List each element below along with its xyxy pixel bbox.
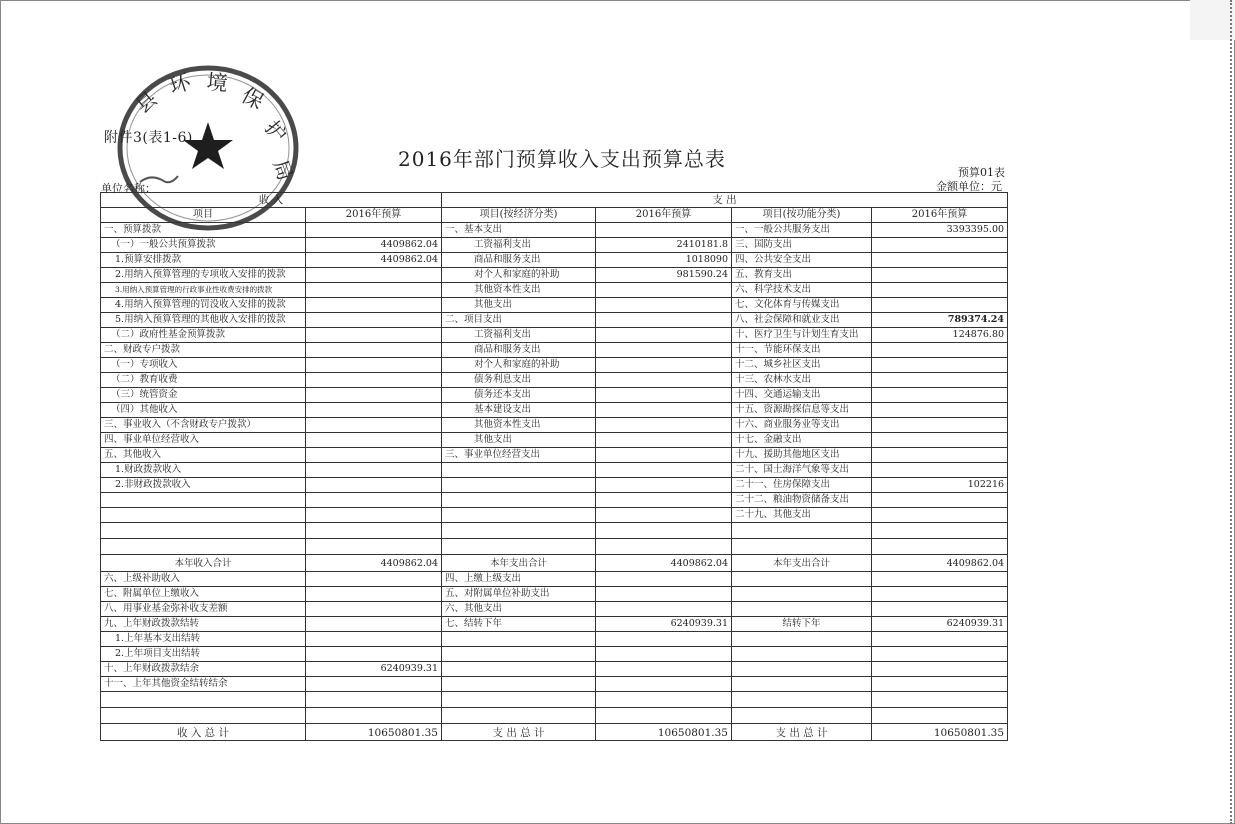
table-cell: 结转下年: [732, 617, 872, 632]
table-cell: [306, 493, 442, 508]
table-cell: [306, 572, 442, 587]
table-cell: [442, 708, 596, 724]
table-cell: [306, 647, 442, 662]
table-cell: [306, 508, 442, 523]
table-cell: 3.用纳入预算管理的行政事业性收费安排的拨款: [101, 283, 306, 298]
table-cell: [596, 328, 732, 343]
table-cell: 工资福利支出: [442, 238, 596, 253]
table-cell: [442, 677, 596, 692]
table-cell: [732, 523, 872, 539]
table-cell: [596, 343, 732, 358]
table-cell: [596, 662, 732, 677]
table-cell: [596, 418, 732, 433]
table-cell: [306, 313, 442, 328]
svg-text:境: 境: [205, 70, 229, 96]
table-cell: [732, 632, 872, 647]
table-cell: 4409862.04: [872, 555, 1008, 572]
svg-text:环: 环: [166, 69, 194, 99]
table-row: [101, 448, 1008, 463]
table-cell: [596, 283, 732, 298]
table-cell: 2410181.8: [596, 238, 732, 253]
col-header: 2016年预算: [872, 208, 1008, 223]
table-cell: 本年支出合计: [442, 555, 596, 572]
col-header: 项目(按功能分类): [732, 208, 872, 223]
table-cell: [306, 268, 442, 283]
table-cell: [442, 493, 596, 508]
table-cell: [101, 523, 306, 539]
table-cell: [306, 587, 442, 602]
table-cell: 十二、城乡社区支出: [732, 358, 872, 373]
page-fold: [1190, 0, 1235, 40]
table-row: [101, 677, 1008, 692]
table-cell: [306, 692, 442, 708]
table-cell: [872, 493, 1008, 508]
table-row: [101, 418, 1008, 433]
table-cell: 一、一般公共服务支出: [732, 223, 872, 238]
svg-text:护: 护: [260, 115, 292, 147]
table-cell: [872, 647, 1008, 662]
table-cell: 其他支出: [442, 298, 596, 313]
table-cell: [442, 463, 596, 478]
table-cell: [442, 478, 596, 493]
table-cell: [872, 448, 1008, 463]
table-cell: 七、结转下年: [442, 617, 596, 632]
table-cell: [872, 358, 1008, 373]
table-row: [101, 632, 1008, 647]
table-cell: 4409862.04: [306, 238, 442, 253]
table-cell: [732, 587, 872, 602]
table-cell: [596, 677, 732, 692]
table-cell: [596, 572, 732, 587]
table-cell: [306, 373, 442, 388]
table-cell: 981590.24: [596, 268, 732, 283]
table-cell: [101, 708, 306, 724]
table-row: [101, 617, 1008, 632]
table-cell: [872, 602, 1008, 617]
section-expense: 支 出: [442, 193, 1008, 208]
col-header: 项目: [101, 208, 306, 223]
table-cell: [306, 632, 442, 647]
table-cell: [442, 508, 596, 523]
svg-text:县: 县: [130, 86, 162, 118]
table-cell: [596, 632, 732, 647]
table-cell: 2.非财政拨款收入: [101, 478, 306, 493]
table-row: [101, 508, 1008, 523]
table-cell: 二十二、粮油物资储备支出: [732, 493, 872, 508]
section-income: 收 入: [101, 193, 442, 208]
table-row: [101, 358, 1008, 373]
table-cell: [306, 358, 442, 373]
table-cell: [306, 343, 442, 358]
table-cell: [596, 508, 732, 523]
table-cell: 五、其他收入: [101, 448, 306, 463]
table-cell: [872, 523, 1008, 539]
col-header: 2016年预算: [596, 208, 732, 223]
table-cell: 三、国防支出: [732, 238, 872, 253]
table-cell: [872, 508, 1008, 523]
table-cell: [306, 223, 442, 238]
table-cell: 其他资本性支出: [442, 283, 596, 298]
table-cell: 七、附属单位上缴收入: [101, 587, 306, 602]
table-cell: 1.财政拨款收入: [101, 463, 306, 478]
table-cell: （四）其他收入: [101, 403, 306, 418]
table-cell: 十一、上年其他资金结转结余: [101, 677, 306, 692]
table-cell: 6240939.31: [596, 617, 732, 632]
table-cell: [596, 478, 732, 493]
table-cell: 六、其他支出: [442, 602, 596, 617]
table-cell: [442, 632, 596, 647]
table-cell: [101, 508, 306, 523]
unit-name-label: 单位名称：: [101, 182, 156, 195]
table-cell: 三、事业单位经营支出: [442, 448, 596, 463]
form-number: 预算01表: [958, 166, 1005, 179]
table-row: [101, 662, 1008, 677]
table-cell: [872, 253, 1008, 268]
table-row: [101, 223, 1008, 238]
table-cell: 八、用事业基金弥补收支差额: [101, 602, 306, 617]
table-cell: 3393395.00: [872, 223, 1008, 238]
col-header: 2016年预算: [306, 208, 442, 223]
table-cell: [872, 388, 1008, 403]
table-cell: [596, 493, 732, 508]
table-row: [101, 478, 1008, 493]
table-cell: 支 出 总 计: [732, 724, 872, 741]
subtotal-row: [101, 555, 1008, 572]
table-row: [101, 403, 1008, 418]
table-row: [101, 602, 1008, 617]
table-row: [101, 463, 1008, 478]
table-cell: [872, 283, 1008, 298]
table-cell: 二十九、其他支出: [732, 508, 872, 523]
table-cell: 工资福利支出: [442, 328, 596, 343]
table-cell: 债务还本支出: [442, 388, 596, 403]
table-row: [101, 647, 1008, 662]
table-row: [101, 572, 1008, 587]
svg-text:局: 局: [268, 156, 298, 184]
table-cell: [732, 677, 872, 692]
table-cell: [732, 602, 872, 617]
table-cell: [596, 708, 732, 724]
table-cell: 商品和服务支出: [442, 253, 596, 268]
blank-row: [101, 692, 1008, 708]
table-row: [101, 343, 1008, 358]
table-cell: [306, 403, 442, 418]
table-cell: 商品和服务支出: [442, 343, 596, 358]
table-cell: [442, 692, 596, 708]
table-cell: 二、项目支出: [442, 313, 596, 328]
table-cell: [872, 587, 1008, 602]
table-cell: [306, 418, 442, 433]
table-cell: 收 入 总 计: [101, 724, 306, 741]
table-row: [101, 298, 1008, 313]
table-cell: [596, 539, 732, 555]
table-cell: [872, 403, 1008, 418]
table-cell: [872, 343, 1008, 358]
table-cell: [306, 617, 442, 632]
table-cell: 对个人和家庭的补助: [442, 358, 596, 373]
attachment-label: 附件3(表1-6): [104, 130, 193, 146]
table-cell: 基本建设支出: [442, 403, 596, 418]
table-cell: [872, 298, 1008, 313]
table-cell: 2.用纳入预算管理的专项收入安排的拨款: [101, 268, 306, 283]
table-cell: 二、财政专户拨款: [101, 343, 306, 358]
table-cell: （三）统管资金: [101, 388, 306, 403]
table-cell: [101, 493, 306, 508]
grand-total-row: [101, 724, 1008, 741]
table-cell: 102216: [872, 478, 1008, 493]
section-header-row: [101, 193, 1008, 208]
table-cell: 4.用纳入预算管理的罚没收入安排的拨款: [101, 298, 306, 313]
table-cell: [596, 448, 732, 463]
table-cell: 十七、金融支出: [732, 433, 872, 448]
table-cell: 本年收入合计: [101, 555, 306, 572]
table-cell: [596, 373, 732, 388]
table-cell: 六、科学技术支出: [732, 283, 872, 298]
table-cell: 其他资本性支出: [442, 418, 596, 433]
table-cell: [872, 268, 1008, 283]
table-row: [101, 373, 1008, 388]
table-cell: （一）专项收入: [101, 358, 306, 373]
table-cell: [732, 692, 872, 708]
table-cell: [306, 448, 442, 463]
table-cell: [306, 539, 442, 555]
table-cell: [872, 632, 1008, 647]
table-cell: 1.上年基本支出结转: [101, 632, 306, 647]
table-cell: [596, 223, 732, 238]
table-cell: 4409862.04: [306, 555, 442, 572]
blank-row: [101, 523, 1008, 539]
table-cell: [596, 692, 732, 708]
table-cell: 对个人和家庭的补助: [442, 268, 596, 283]
table-cell: 5.用纳入预算管理的其他收入安排的拨款: [101, 313, 306, 328]
table-cell: 十五、资源勘探信息等支出: [732, 403, 872, 418]
table-cell: [872, 572, 1008, 587]
table-cell: [101, 539, 306, 555]
table-cell: [872, 238, 1008, 253]
table-cell: 6240939.31: [306, 662, 442, 677]
table-row: [101, 493, 1008, 508]
table-cell: [872, 418, 1008, 433]
table-cell: 2.上年项目支出结转: [101, 647, 306, 662]
table-cell: [732, 647, 872, 662]
table-cell: [872, 662, 1008, 677]
col-header: 项目(按经济分类): [442, 208, 596, 223]
table-cell: 十、医疗卫生与计划生育支出: [732, 328, 872, 343]
table-cell: [596, 602, 732, 617]
table-cell: [306, 298, 442, 313]
table-cell: [442, 539, 596, 555]
table-cell: 10650801.35: [872, 724, 1008, 741]
table-cell: 十一、节能环保支出: [732, 343, 872, 358]
table-row: [101, 283, 1008, 298]
table-cell: [306, 463, 442, 478]
table-cell: [596, 313, 732, 328]
table-cell: [872, 373, 1008, 388]
table-cell: [442, 523, 596, 539]
table-cell: 八、社会保障和就业支出: [732, 313, 872, 328]
table-cell: [872, 463, 1008, 478]
table-cell: 一、预算拨款: [101, 223, 306, 238]
table-cell: 四、公共安全支出: [732, 253, 872, 268]
table-cell: [732, 708, 872, 724]
table-cell: [872, 692, 1008, 708]
table-cell: （一）一般公共预算拨款: [101, 238, 306, 253]
table-cell: 十四、交通运输支出: [732, 388, 872, 403]
table-cell: 本年支出合计: [732, 555, 872, 572]
table-cell: 6240939.31: [872, 617, 1008, 632]
table-cell: 七、文化体育与传媒支出: [732, 298, 872, 313]
table-cell: [442, 647, 596, 662]
table-cell: 债务利息支出: [442, 373, 596, 388]
perforation-edge: [1230, 0, 1232, 824]
table-cell: [872, 677, 1008, 692]
table-cell: [872, 433, 1008, 448]
table-cell: [306, 388, 442, 403]
table-cell: [306, 602, 442, 617]
table-cell: [596, 358, 732, 373]
page-title: 2016年部门预算收入支出预算总表: [398, 147, 726, 171]
table-cell: 789374.24: [872, 313, 1008, 328]
table-row: [101, 433, 1008, 448]
table-cell: 二十、国土海洋气象等支出: [732, 463, 872, 478]
table-row: [101, 587, 1008, 602]
table-row: [101, 253, 1008, 268]
table-cell: 十九、援助其他地区支出: [732, 448, 872, 463]
table-cell: 三、事业收入（不含财政专户拨款）: [101, 418, 306, 433]
table-row: [101, 313, 1008, 328]
table-cell: 四、上缴上级支出: [442, 572, 596, 587]
table-cell: [596, 523, 732, 539]
table-cell: [306, 677, 442, 692]
table-cell: 十、上年财政拨款结余: [101, 662, 306, 677]
table-row: [101, 388, 1008, 403]
table-cell: [101, 692, 306, 708]
table-cell: [596, 403, 732, 418]
table-cell: 五、对附属单位补助支出: [442, 587, 596, 602]
table-cell: 十六、商业服务业等支出: [732, 418, 872, 433]
table-cell: 124876.80: [872, 328, 1008, 343]
amount-unit: 金额单位：元: [936, 180, 1002, 193]
table-cell: [306, 523, 442, 539]
table-cell: 其他支出: [442, 433, 596, 448]
blank-row: [101, 539, 1008, 555]
table-cell: 支 出 总 计: [442, 724, 596, 741]
table-cell: 五、教育支出: [732, 268, 872, 283]
table-cell: 二十一、住房保障支出: [732, 478, 872, 493]
table-cell: 4409862.04: [596, 555, 732, 572]
table-row: [101, 328, 1008, 343]
table-cell: [596, 298, 732, 313]
table-cell: [596, 647, 732, 662]
table-cell: [872, 539, 1008, 555]
table-cell: 九、上年财政拨款结转: [101, 617, 306, 632]
table-cell: [596, 433, 732, 448]
svg-text:保: 保: [237, 83, 268, 115]
table-row: [101, 238, 1008, 253]
table-cell: 4409862.04: [306, 253, 442, 268]
table-cell: 十三、农林水支出: [732, 373, 872, 388]
table-cell: [596, 587, 732, 602]
table-cell: 1.预算安排拨款: [101, 253, 306, 268]
column-header-row: [101, 208, 1008, 223]
table-cell: [732, 572, 872, 587]
table-cell: 一、基本支出: [442, 223, 596, 238]
table-cell: 六、上级补助收入: [101, 572, 306, 587]
table-cell: [732, 662, 872, 677]
table-cell: （二）政府性基金预算拨款: [101, 328, 306, 343]
table-cell: 四、事业单位经营收入: [101, 433, 306, 448]
table-cell: [732, 539, 872, 555]
table-cell: [306, 328, 442, 343]
table-cell: [872, 708, 1008, 724]
table-cell: [306, 478, 442, 493]
table-cell: （二）教育收费: [101, 373, 306, 388]
table-cell: 1018090: [596, 253, 732, 268]
table-cell: [306, 283, 442, 298]
table-row: [101, 268, 1008, 283]
table-cell: [596, 463, 732, 478]
blank-row: [101, 708, 1008, 724]
table-cell: [306, 433, 442, 448]
budget-summary-table: [100, 192, 1008, 741]
table-cell: 10650801.35: [306, 724, 442, 741]
table-cell: [442, 662, 596, 677]
table-cell: [306, 708, 442, 724]
table-cell: 10650801.35: [596, 724, 732, 741]
table-cell: [596, 388, 732, 403]
